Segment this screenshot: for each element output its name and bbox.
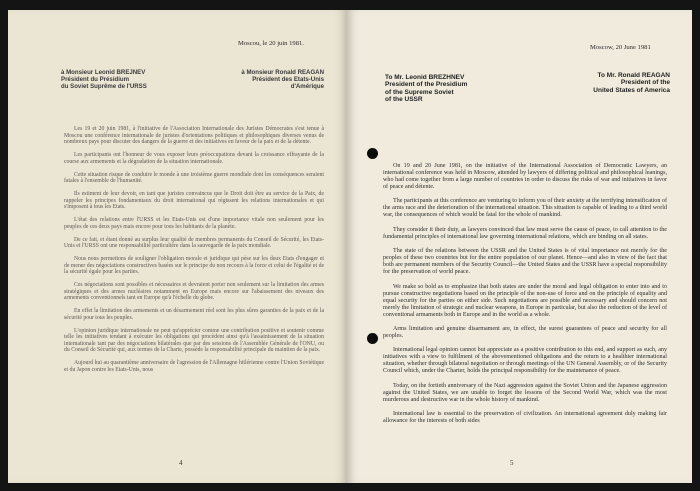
addressee-reagan (537, 72, 670, 94)
address-line: Président des Etats-Unis (252, 75, 324, 83)
paragraph: De ce fait, et étant donné au surplus leur qualité de membres permanents du Conseil de Sécurité, les Etats-Unis et l'URSS ont une responsabilité particulière dans la sauvegarde de la paix mondiale. (64, 236, 324, 250)
address-line: of the USSR (385, 95, 423, 103)
address-line: President of the (620, 79, 670, 87)
paragraph: The participants at this conference are venturing to inform you of their anxiety at the terrifying intensification of the arms race and the deterioration of the international situation. This situation is capable of leading to a third world war, the consequences of which would be fatal for the whole of mankind. (383, 198, 667, 219)
paragraph: L'état des relations entre l'URSS et les Etats-Unis est d'une importance vitale non seulement pour les peuples de ces deux pays mais encore pour tous les habitants de la planète. (64, 217, 324, 230)
paragraph: Ils estiment de leur devoir, en tant que juristes convaincus que le Droit doit être au service de la Paix, de rappeler les principes fondamentaux du droit international qui régissent les relations internationales et qui s'imposent à tous les Etats. (64, 191, 324, 211)
paragraph: L'opinion juridique internationale ne peut qu'apprécier comme une contribution positive et soutenir comme telle les initiatives tendant à exécuter les obligations qui procèdent ainsi qu'à l'assainissement de la situation internationale tant par des négociations bilatérales que par des sessions de l'Assemblée Générale de l'ONU, ou du Conseil de Sécurité qui, aux termes de la Charte, possède la responsabilité principale du maintien de la paix. (64, 327, 324, 354)
paragraph: Nous nous permettons de souligner l'obligation morale et juridique qui pèse sur les deux Etats d'engager et de mener des négociations constructives basées sur le principe du non recours à la force et celui de l'égalité et de la sécurité égale pour les parties. (64, 256, 324, 276)
paragraph: International law is essential to the preservation of civilization. An international agreement duly making fair allowance for the interests of both sides (383, 411, 667, 425)
paragraph: Les participants ont l'honneur de vous exposer leurs préoccupations devant la croissance effrayante de la course aux armements et la dégradation de la situation internationale. (64, 152, 324, 165)
dateline: Moscow, 20 June 1981 (590, 44, 651, 51)
address-line: à Monsieur Ronald REAGAN (241, 69, 324, 76)
binder-hole (367, 148, 378, 159)
paragraph: Aujourd hui au quarantième anniversaire de l'agression de l'Allemagne hitlérienne contre l'Union Soviétique et du Japon contre les Etats-Unis, nous (64, 360, 324, 373)
paragraph: We make so bold as to emphasize that both states are under the moral and legal obligation to enter into and to pursue constructive negotiations based on the principle of the non-use of force and on the principle of equality and equal security for the parties on either side. Such negotiations are possible and necessary and should concern not merely the limitation of strategic and nuclear weapons, in Europe in particular, but also the reduction of the level of conventional armaments both in Europe and in the world as a whole. (383, 283, 667, 318)
address-line: To Mr. Leonid BREZHNEV (385, 74, 465, 81)
paragraph: The state of the relations between the USSR and the United States is of vital importance not merely for the peoples of these two countries but for the entire population of our planet. Hence—and also in view of the fact that both are permanent members of the Security Council—the United States and the USSR have a special responsibility for the preservation of world peace. (383, 248, 667, 276)
address-line: To Mr. Ronald REAGAN (597, 72, 670, 79)
addressee-brezhnev (385, 74, 467, 103)
address-line: Président du Présidium (61, 75, 130, 83)
paragraph: International legal opinion cannot but appreciate as a positive contribution to this end, and support as such, any initiatives with a view to fulfilment of the abovementioned obligations and the return to a healthier international situation, whether through bilateral negotiation or through meetings of the UN General Assembly, or of the Security Council which, under the Charter, holds the principal responsibility for the maintenance of peace. (383, 347, 667, 375)
letter-body (64, 126, 324, 380)
addressee-brezhnev (61, 70, 147, 90)
address-line: d'Amérique (290, 82, 324, 90)
paragraph: Arms limitation and genuine disarmament are, in effect, the surest guarantees of peace and security for all peoples. (383, 325, 667, 339)
address-line: United States of America (593, 86, 670, 94)
page-number: 4 (179, 459, 183, 467)
dateline: Moscou, le 20 juin 1981. (238, 40, 304, 47)
page-number: 5 (510, 459, 514, 467)
addressee-reagan (212, 70, 324, 90)
paragraph: En effet la limitation des armements et un désarmement réel sont les plus sûres garanties de la paix et de la sécurité pour tous les peuples. (64, 308, 324, 321)
paragraph: Ces négociations sont possibles et nécessaires et devraient porter non seulement sur la limitation des armes stratégiques et des armes nucléaires notamment en Europe mais encore sur l'abaissement des niveaux des armements conventionnels tant en Europe qu'à l'échelle du globe. (64, 282, 324, 302)
paragraph: They consider it their duty, as lawyers convinced that law must serve the cause of peace, to call attention to the fundamental principles of international law governing international relations, which are binding on all states. (383, 226, 667, 240)
letter-body (383, 163, 667, 433)
left-page-french (8, 10, 347, 483)
paragraph: Cette situation risque de conduire le monde à une troisième guerre mondiale dont les conséquences seraient fatales à l'ensemble de l'humanité. (64, 171, 324, 185)
paragraph: Today, on the fortieth anniversary of the Nazi aggression against the Soviet Union and the Japanese aggression against the United States, we are unable to forget the lessons of the Second World War, which was the most murderous and destructive war in the whole history of mankind. (383, 382, 667, 403)
address-line: du Soviet Suprême de l'URSS (61, 82, 147, 90)
address-line: à Monsieur Leonid BREJNEV (61, 69, 146, 76)
right-page-english (347, 10, 692, 483)
paragraph: Les 19 et 20 juin 1981, à l'initiative de l'Association Internationale des Juristes Démocrates s'est tenue à Moscou une conférence internationale de juristes d'orientations politiques et philosophiques diverses venus de nombreux pays pour discuter des dangers de la guerre et des initiatives en faveur de la paix et de la détente. (64, 126, 324, 146)
paragraph: On 19 and 20 June 1981, on the initiative of the International Association of Democratic Lawyers, an international conference was held in Moscow, attended by lawyers of differing political and philosophical leanings, who had come together from a large number of countries in order to discuss the risks of war and initiatives in favor of peace and détente. (383, 163, 667, 190)
binder-hole (367, 333, 378, 344)
address-line: President of the Presidium (385, 81, 468, 89)
address-line: of the Supreme Soviet (385, 88, 454, 96)
